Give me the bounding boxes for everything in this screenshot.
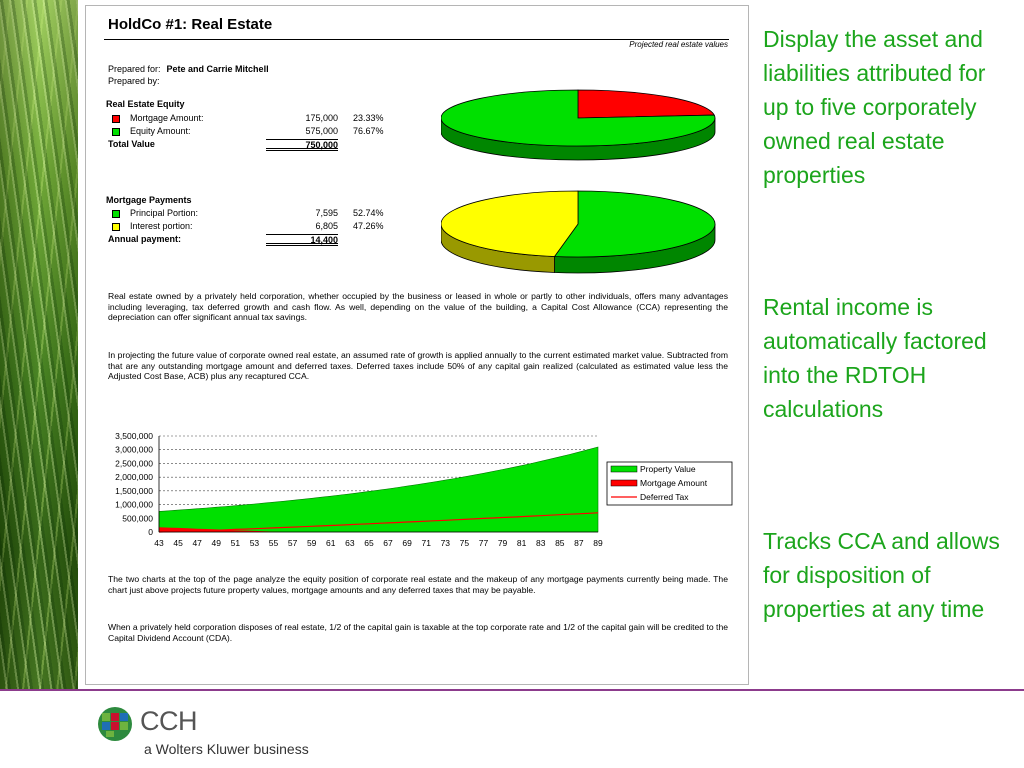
x-tick-label: 49 bbox=[211, 538, 221, 548]
prepared-for-label: Prepared for: bbox=[108, 64, 161, 74]
paragraph-2: In projecting the future value of corporate owned real estate, an assumed rate of growth is applied annually to the current estimated market value. Subtracted from that are any outstanding mortgage amount and deferred taxes. Deferred taxes include 50% of any capital gain realized (calculated as estimated value less the Adjusted Cost Base, ACB) plus any recaptured CCA. bbox=[108, 350, 728, 382]
mortgage-swatch bbox=[112, 115, 120, 123]
x-tick-label: 75 bbox=[459, 538, 470, 548]
logo-name: CCH bbox=[140, 706, 197, 736]
x-tick-label: 85 bbox=[555, 538, 565, 548]
row-label: Mortgage Amount: bbox=[130, 113, 204, 123]
footer-divider bbox=[0, 689, 1024, 691]
legend-label: Deferred Tax bbox=[640, 492, 689, 502]
row-label: Equity Amount: bbox=[130, 126, 191, 136]
row-percent: 76.67% bbox=[353, 126, 384, 136]
prepared-by-label: Prepared by: bbox=[108, 76, 160, 86]
y-tick-label: 3,000,000 bbox=[115, 444, 153, 455]
legend-swatch bbox=[611, 480, 637, 486]
x-tick-label: 65 bbox=[364, 538, 374, 548]
x-tick-label: 57 bbox=[287, 538, 298, 548]
y-tick-label: 3,500,000 bbox=[115, 431, 153, 441]
feature-note-2: Rental income is automatically factored into the RDTOH calculations bbox=[763, 294, 987, 422]
row-percent: 23.33% bbox=[353, 113, 384, 123]
row-percent: 52.74% bbox=[353, 208, 384, 218]
equity-swatch bbox=[112, 128, 120, 136]
cch-globe-icon bbox=[96, 705, 134, 743]
interest-swatch bbox=[112, 223, 120, 231]
row-label: Interest portion: bbox=[130, 221, 193, 231]
row-amount: 6,805 bbox=[315, 221, 338, 231]
grass-background bbox=[0, 0, 78, 690]
y-tick-label: 500,000 bbox=[122, 513, 153, 524]
x-tick-label: 73 bbox=[440, 538, 451, 548]
prepared-for-value: Pete and Carrie Mitchell bbox=[166, 64, 269, 74]
report-document bbox=[85, 5, 749, 685]
y-tick-label: 1,500,000 bbox=[115, 485, 153, 496]
payments-row-interest bbox=[108, 221, 398, 233]
x-tick-label: 87 bbox=[574, 538, 584, 548]
equity-pie-chart bbox=[441, 88, 726, 166]
x-tick-label: 89 bbox=[593, 538, 603, 548]
y-tick-label: 2,000,000 bbox=[115, 472, 153, 483]
series-property-value bbox=[159, 447, 598, 532]
x-tick-label: 81 bbox=[516, 538, 527, 548]
x-tick-label: 63 bbox=[345, 538, 355, 548]
payments-section-title: Mortgage Payments bbox=[106, 195, 192, 205]
x-tick-label: 79 bbox=[497, 538, 508, 548]
payments-pie-chart bbox=[441, 188, 726, 276]
principal-swatch bbox=[112, 210, 120, 218]
x-tick-label: 55 bbox=[268, 538, 279, 548]
equity-row-mortgage bbox=[108, 113, 398, 125]
x-tick-label: 59 bbox=[306, 538, 317, 548]
total-label: Total Value bbox=[108, 139, 155, 149]
x-tick-label: 69 bbox=[402, 538, 412, 548]
paragraph-3: The two charts at the top of the page analyze the equity position of corporate real estate and the makeup of any mortgage payments currently being made. The chart just above projects future property values, mortgage amounts and any deferred taxes that may be payable. bbox=[108, 574, 728, 595]
payments-total-row bbox=[108, 234, 398, 246]
company-logo bbox=[96, 702, 336, 762]
y-tick-label: 1,000,000 bbox=[115, 499, 153, 510]
paragraph-1: Real estate owned by a privately held corporation, whether occupied by the business or leased in whole or partly to other individuals, offers many advantages including leveraging, tax deferred growth and cash flow. As well, depending on the value of the building, a Capital Cost Allowance (CCA) representing the depreciation can offer significant annual tax savings. bbox=[108, 291, 728, 323]
pie-slice-mortgage-amount bbox=[578, 90, 714, 118]
total-label: Annual payment: bbox=[108, 234, 182, 244]
x-tick-label: 77 bbox=[478, 538, 489, 548]
x-tick-label: 83 bbox=[536, 538, 546, 548]
x-tick-label: 67 bbox=[383, 538, 393, 548]
y-tick-label: 0 bbox=[148, 527, 153, 537]
x-tick-label: 71 bbox=[421, 538, 431, 548]
prepared-by bbox=[108, 76, 160, 86]
row-amount: 175,000 bbox=[305, 113, 338, 123]
row-amount: 7,595 bbox=[315, 208, 338, 218]
x-tick-label: 51 bbox=[230, 538, 241, 548]
legend-swatch bbox=[611, 466, 637, 472]
paragraph-4: When a privately held corporation disposes of real estate, 1/2 of the capital gain is taxable at the top corporate rate and 1/2 of the capital gain will be credited to the Capital Dividend Account (CDA). bbox=[108, 622, 728, 643]
feature-note-3: Tracks CCA and allows for disposition of properties at any time bbox=[763, 528, 1000, 622]
legend-label: Property Value bbox=[640, 464, 696, 474]
report-title: HoldCo #1: Real Estate bbox=[108, 16, 273, 33]
x-tick-label: 53 bbox=[249, 538, 260, 548]
payments-row-principal bbox=[108, 208, 398, 220]
equity-total-row bbox=[108, 139, 398, 151]
logo-tagline: a Wolters Kluwer business bbox=[144, 741, 309, 757]
prepared-for bbox=[108, 64, 269, 74]
feature-note-1: Display the asset and liabilities attributed for up to five corporately owned real estate properties bbox=[763, 26, 986, 188]
row-label: Principal Portion: bbox=[130, 208, 199, 218]
legend-label: Mortgage Amount bbox=[640, 478, 708, 488]
x-tick-label: 47 bbox=[192, 538, 202, 548]
x-tick-label: 61 bbox=[326, 538, 336, 548]
total-amount: 750,000 bbox=[266, 139, 338, 151]
equity-section-title: Real Estate Equity bbox=[106, 99, 185, 109]
x-tick-label: 43 bbox=[154, 538, 164, 548]
y-tick-label: 2,500,000 bbox=[115, 458, 153, 469]
equity-row-equity bbox=[108, 126, 398, 138]
total-amount: 14,400 bbox=[266, 234, 338, 246]
row-percent: 47.26% bbox=[353, 221, 384, 231]
row-amount: 575,000 bbox=[305, 126, 338, 136]
report-subtitle: Projected real estate values bbox=[629, 40, 728, 49]
chart-legend bbox=[607, 462, 732, 505]
x-tick-label: 45 bbox=[173, 538, 183, 548]
projection-area-chart bbox=[86, 426, 750, 551]
